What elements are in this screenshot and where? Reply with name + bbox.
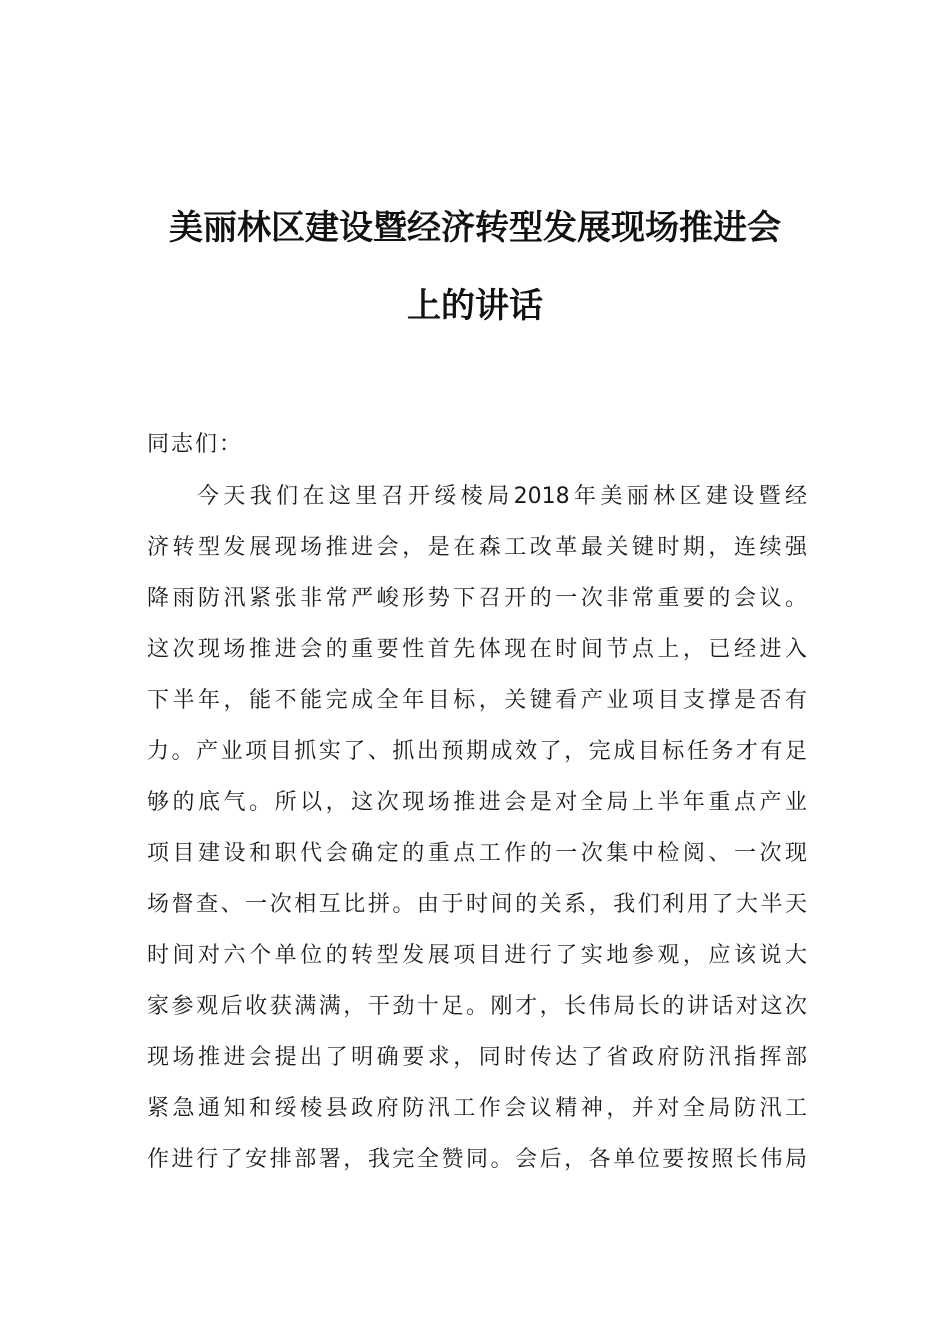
paragraph-line: 作进行了安排部署，我完全赞同。会后，各单位要按照长伟局: [147, 1147, 807, 1172]
paragraph-line: 力。产业项目抓实了、抓出预期成效了，完成目标任务才有足: [147, 739, 807, 764]
paragraph-line: 紧急通知和绥棱县政府防汛工作会议精神，并对全局防汛工: [147, 1096, 807, 1121]
paragraph-line: 家参观后收获满满，干劲十足。刚才，长伟局长的讲话对这次: [147, 994, 807, 1019]
paragraph-line: 够的底气。所以，这次现场推进会是对全局上半年重点产业: [147, 790, 807, 815]
document-title-line-1: 美丽林区建设暨经济转型发展现场推进会: [169, 208, 781, 248]
salutation: 同志们：: [147, 432, 244, 457]
document-title-line-2: 上的讲话: [407, 286, 543, 326]
paragraph-line: 今天我们在这里召开绥棱局2018年美丽林区建设暨经: [197, 484, 807, 509]
paragraph-line: 下半年，能不能完成全年目标，关键看产业项目支撑是否有: [147, 688, 807, 713]
paragraph-line: 这次现场推进会的重要性首先体现在时间节点上，已经进入: [147, 637, 807, 662]
paragraph-line: 济转型发展现场推进会，是在森工改革最关键时期，连续强: [147, 535, 807, 560]
paragraph-line: 场督查、一次相互比拼。由于时间的关系，我们利用了大半天: [147, 892, 807, 917]
paragraph-line: 项目建设和职代会确定的重点工作的一次集中检阅、一次现: [147, 841, 807, 866]
paragraph-line: 时间对六个单位的转型发展项目进行了实地参观，应该说大: [147, 943, 807, 968]
paragraph-line: 降雨防汛紧张非常严峻形势下召开的一次非常重要的会议。: [147, 586, 807, 611]
paragraph-line: 现场推进会提出了明确要求，同时传达了省政府防汛指挥部: [147, 1045, 807, 1070]
